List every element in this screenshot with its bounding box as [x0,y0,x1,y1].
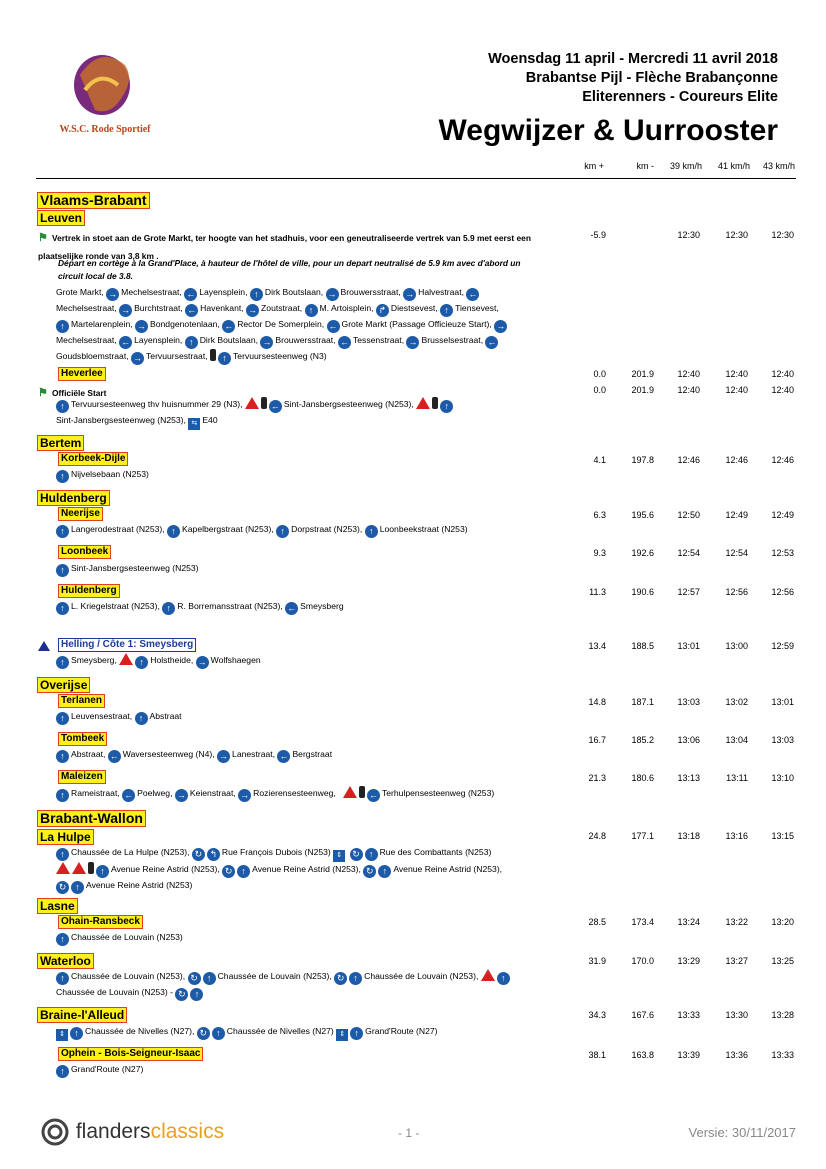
arrow-left-icon: ← [121,337,131,347]
arrow-up-icon: ↑ [56,320,69,333]
region-label: Vlaams-Brabant [37,192,150,209]
page-number: - 1 - [398,1126,420,1140]
arrow-up-icon: ↑ [190,988,203,1001]
sub-label: Heverlee [58,367,106,381]
town-label: La Hulpe [37,829,94,845]
roundabout-icon: ↻ [188,972,201,985]
route-lahulpe: ↑ Chaussée de La Hulpe (N253), ↻ ↰ Rue François Dubois (N253) ⇕ ↻ ↑ Rue des Combattants (N253) ↑ Avenue Reine Astrid (N253), ↻ ↑ Avenue Reine Astrid (N253), ↻ ↑ Avenue Reine Astrid (N253), ↻ ↑ Avenue Reine Astrid (N253) [56,845,566,894]
arrow-right-icon: → [327,289,337,299]
warning-icon [72,862,86,874]
arrow-up-icon: ↑ [56,400,69,413]
logo-mark-icon [40,1117,70,1147]
traffic-light-icon [210,349,216,361]
traffic-light-icon [432,397,438,409]
arrow-up-icon: ↑ [167,525,180,538]
route-korbeek: ↑ Nijvelsebaan (N253) [56,467,556,483]
arrow-bend-icon: ↱ [376,304,389,317]
roundabout-icon: ↻ [363,865,376,878]
route-braine: ⇕ ↑ Chaussée de Nivelles (N27), ↻ ↑ Chaussée de Nivelles (N27) ⇕ ↑ Grand'Route (N27) [56,1024,556,1041]
warning-icon [119,653,133,665]
arrow-up-icon: ↑ [305,304,318,317]
page-title: Wegwijzer & Uurrooster [438,114,778,147]
arrow-up-icon: ↑ [378,865,391,878]
arrow-up-icon: ↑ [56,525,69,538]
arrow-up-icon: ↑ [56,470,69,483]
arrow-right-icon: → [121,305,131,315]
arrow-right-icon: → [405,289,415,299]
arrow-right-icon: → [197,657,207,667]
flanders-classics-logo: flandersclassics [40,1117,224,1147]
col-43: 43 km/h [762,161,795,171]
arrow-up-icon: ↑ [135,656,148,669]
arrow-up-icon: ↑ [96,865,109,878]
climb-label: Helling / Côte 1: Smeysberg [58,638,196,652]
arrow-up-icon: ↑ [250,288,263,301]
start-note-fr: Départ en cortège à la Grand'Place, à hauteur de l'hôtel de ville, pour un depart neutralisé de 5.9 km avec d'abord un circuit local de 3.8. [58,258,521,281]
arrow-right-icon: → [248,305,258,315]
roundabout-icon: ↻ [334,972,347,985]
flag-icon: ⚑ [38,232,48,244]
arrow-right-icon: → [108,289,118,299]
narrowing-icon: ⇕ [56,1029,68,1041]
col-km-plus: km + [584,161,604,171]
arrow-up-icon: ↑ [237,865,250,878]
route-leuven: Grote Markt, → Mechelsestraat, ← Layensplein, ↑ Dirk Boutslaan, → Brouwersstraat, → Halvestraat, ← Mechelsestraat, → Burchtstraat, ← Havenkant, → Zoutstraat, ↑ M. Artoisplein, ↱ Diestsevest, ↑ Tiensevest, ↑ Martelarenplein, → Bondgenotenlaan, ← Rector De Somerplein, ← Grote Markt (Passage Officieuze Start), → Mechelsestraat, ← Layensplein, ↑ Dirk Boutslaan, → Brouwersstraat, ← Tessenstraat, → Brusselsestraat, ← Goudsbloemstraat, → Tervuursestraat, ↑ Tervuursesteenweg (N3) [56,287,506,363]
arrow-up-icon: ↑ [440,304,453,317]
roundabout-icon: ↻ [56,881,69,894]
arrow-up-icon: ↑ [56,933,69,946]
arrow-up-icon: ↑ [56,656,69,669]
arrow-up-icon: ↑ [56,750,69,763]
traffic-light-icon [88,862,94,874]
arrow-right-icon: → [496,321,506,331]
roundabout-icon: ↻ [197,1027,210,1040]
sub-label: Ohain-Ransbeck [58,915,143,929]
route-start: ↑ Tervuursesteenweg thv huisnummer 29 (N3), ← Sint-Jansbergsesteenweg (N253), ↑ Sint-Jansbergsesteenweg (N253), ⇆ E40 [56,397,556,430]
town-label: Braine-l'Alleud [37,1007,127,1023]
arrow-up-icon: ↑ [162,602,175,615]
roundabout-icon: ↻ [350,848,363,861]
arrow-left-icon: ← [368,790,378,800]
arrow-right-icon: → [262,337,272,347]
traffic-light-icon [359,786,365,798]
arrow-up-icon: ↑ [135,712,148,725]
race-line: Brabantse Pijl - Flèche Brabançonne [525,70,778,86]
climb-icon [38,641,50,651]
arrow-left-icon: ← [187,305,197,315]
route-huldenberg: ↑ L. Kriegelstraat (N253), ↑ R. Borremansstraat (N253), ← Smeysberg [56,599,556,615]
roundabout-icon: ↻ [175,988,188,1001]
flag-icon: ⚑ [38,387,48,399]
arrow-left-icon: ← [339,337,349,347]
warning-icon [416,397,430,409]
sub-label: Ophein - Bois-Seigneur-Isaac [58,1047,203,1061]
arrow-right-icon: → [240,790,250,800]
arrow-up-icon: ↑ [70,1027,83,1040]
col-39: 39 km/h [669,161,702,171]
narrowing-icon: ⇕ [336,1029,348,1041]
version: Versie: 30/11/2017 [688,1125,796,1140]
warning-icon [245,397,259,409]
arrow-up-icon: ↑ [56,1065,69,1078]
region-label: Brabant-Wallon [37,810,146,827]
route-tombeek: ↑ Abstraat, ← Waversesteenweg (N4), → Lanestraat, ← Bergstraat [56,747,556,763]
arrow-left-icon: ← [186,289,196,299]
sub-label: Tombeek [58,732,107,746]
sub-label: Terlanen [58,694,105,708]
motorway-icon: ⇆ [188,418,200,430]
arrow-up-icon: ↑ [350,1027,363,1040]
arrow-left-icon: ← [270,401,280,411]
sub-label: Neerijse [58,507,103,521]
arrow-up-icon: ↑ [212,1027,225,1040]
roundabout-icon: ↻ [222,865,235,878]
narrowing-icon: ⇕ [333,850,345,862]
route-maleizen: ↑ Rameistraat, ← Poelweg, → Keienstraat, → Rozierensesteenweg, ← Terhulpensesteenweg (N253) [56,786,556,802]
town-label: Bertem [37,435,84,451]
arrow-up-icon: ↑ [71,881,84,894]
arrow-left-icon: ← [287,603,297,613]
date-line: Woensdag 11 april - Mercredi 11 avril 2018 [488,51,778,67]
route-ophein: ↑ Grand'Route (N27) [56,1062,556,1078]
arrow-up-icon: ↑ [276,525,289,538]
arrow-up-icon: ↑ [440,400,453,413]
town-label: Huldenberg [37,490,110,506]
traffic-light-icon [261,397,267,409]
start-note: ⚑ Vertrek in stoet aan de Grote Markt, ter hoogte van het stadhuis, voor een geneutraliseerde vertrek van 5.9 met eerst een plaatselijke ronde van 3,8 km . [38,232,531,261]
arrow-up-icon: ↑ [365,848,378,861]
town-label: Lasne [37,898,78,914]
arrow-left-icon: ← [279,751,289,761]
sub-label: Loonbeek [58,545,111,559]
route-terlanen: ↑ Leuvensestraat, ↑ Abstraat [56,709,556,725]
arrow-right-icon: → [137,321,147,331]
arrow-left-icon: ← [109,751,119,761]
arrow-up-icon: ↑ [365,525,378,538]
arrow-up-icon: ↑ [185,336,198,349]
warning-icon [56,862,70,874]
arrow-up-icon: ↑ [56,848,69,861]
arrow-right-icon: → [408,337,418,347]
arrow-left-icon: ← [487,337,497,347]
arrow-right-icon: → [219,751,229,761]
route-ohain: ↑ Chaussée de Louvain (N253) [56,930,556,946]
arrow-left-icon: ← [224,321,234,331]
route-waterloo: ↑ Chaussée de Louvain (N253), ↻ ↑ Chaussée de Louvain (N253), ↻ ↑ Chaussée de Louvain (N253), ↑ Chaussée de Louvain (N253) - ↻ ↑ [56,969,566,1001]
arrow-up-icon: ↑ [56,972,69,985]
route-neerijse: ↑ Langerodestraat (N253), ↑ Kapelbergstraat (N253), ↑ Dorpstraat (N253), ↑ Loonbeekstraat (N253) [56,522,556,538]
town-label: Leuven [37,210,85,226]
arrow-left-icon: ← [468,289,478,299]
arrow-up-icon: ↑ [203,972,216,985]
arrow-right-icon: → [133,353,142,363]
arrow-up-icon: ↑ [56,564,69,577]
route-loonbeek: ↑ Sint-Jansbergsesteenweg (N253) [56,561,556,577]
col-41: 41 km/h [717,161,750,171]
category-line: Eliterenners - Coureurs Elite [582,89,778,105]
col-km-min: km - [636,161,654,171]
town-label: Waterloo [37,953,94,969]
warning-icon [343,786,357,798]
arrow-up-icon: ↑ [56,602,69,615]
warning-icon [481,969,495,981]
arrow-up-icon: ↑ [349,972,362,985]
route-smeysberg: ↑ Smeysberg, ↑ Holstheide, → Wolfshaegen [56,653,556,669]
org-name: W.S.C. Rode Sportief [59,124,151,135]
arrow-up-icon: ↑ [56,789,69,802]
town-label: Overijse [37,677,90,693]
sub-label: Korbeek-Dijle [58,452,128,466]
arrow-up-icon: ↑ [497,972,510,985]
arrow-up-icon: ↑ [56,712,69,725]
sub-label: Huldenberg [58,584,120,598]
roundabout-icon: ↻ [192,848,205,861]
sub-label: Maleizen [58,770,106,784]
arrow-right-icon: → [176,790,186,800]
arrow-up-icon: ↑ [218,352,231,365]
arrow-bend-icon: ↰ [207,848,220,861]
official-start: ⚑ Officiële Start [38,387,107,399]
arrow-left-icon: ← [328,321,338,331]
divider [36,178,796,179]
arrow-left-icon: ← [124,790,134,800]
